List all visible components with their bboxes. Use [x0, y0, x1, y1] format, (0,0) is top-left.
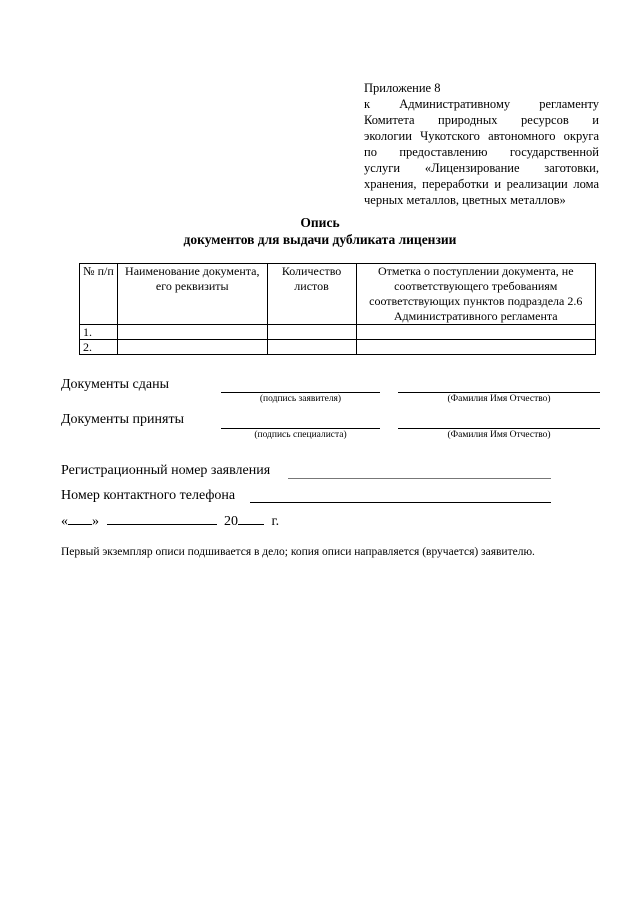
table-row — [80, 325, 596, 340]
appendix-line: черных металлов, цветных металлов» — [364, 193, 566, 207]
applicant-fio-caption: (Фамилия Имя Отчество) — [447, 394, 551, 404]
table-row — [80, 340, 596, 355]
document-subtitle: документов для выдачи дубликата лицензии — [183, 232, 457, 247]
row-document-name[interactable] — [117, 340, 267, 355]
appendix-line: хранения, переработки и реализации лома — [364, 177, 599, 191]
row-document-name[interactable] — [117, 325, 267, 340]
document-title: Опись — [300, 215, 340, 230]
appendix-line: услуги «Лицензирование заготовки, — [364, 161, 599, 175]
appendix-line: Приложение 8 — [364, 81, 441, 95]
reg-number-label: Регистрационный номер заявления — [61, 463, 271, 478]
specialist-signature-caption: (подпись специалиста) — [254, 430, 347, 440]
date-day-blank[interactable] — [68, 512, 92, 525]
applicant-signature-line[interactable] — [221, 392, 380, 393]
header-sheet-count: Количество листов — [267, 264, 356, 325]
date-close-quote: » — [92, 514, 99, 529]
row-number: 2. — [80, 340, 118, 355]
row-receipt-note[interactable] — [356, 340, 596, 355]
applicant-signature-caption: (подпись заявителя) — [259, 394, 342, 404]
documents-table — [79, 263, 596, 355]
date-year-prefix: 20 — [224, 514, 238, 529]
appendix-line: Комитета природных ресурсов и — [364, 113, 599, 127]
specialist-fio-line[interactable] — [398, 428, 600, 429]
header-document-name: Наименование документа, его реквизиты — [117, 264, 267, 325]
row-number: 1. — [80, 325, 118, 340]
documents-submitted-label: Документы сданы — [61, 377, 170, 392]
reg-number-line[interactable] — [288, 478, 551, 479]
date-month-blank[interactable] — [107, 512, 217, 525]
row-receipt-note[interactable] — [356, 325, 596, 340]
appendix-line: по предоставлению государственной — [364, 145, 599, 159]
appendix-header — [364, 80, 599, 208]
specialist-fio-caption: (Фамилия Имя Отчество) — [447, 430, 551, 440]
date-open-quote: « — [61, 514, 68, 529]
applicant-fio-line[interactable] — [398, 392, 600, 393]
table-header-row — [80, 264, 596, 325]
date-year-suffix: г. — [271, 514, 280, 529]
header-number: № п/п — [80, 264, 118, 325]
row-sheet-count[interactable] — [267, 340, 356, 355]
documents-accepted-label: Документы приняты — [61, 412, 184, 427]
phone-label: Номер контактного телефона — [61, 488, 236, 503]
row-sheet-count[interactable] — [267, 325, 356, 340]
appendix-line: экологии Чукотского автономного округа — [364, 129, 599, 143]
date-line — [61, 512, 279, 530]
date-year-blank[interactable] — [238, 512, 264, 525]
appendix-line: к Административному регламенту — [364, 97, 599, 111]
phone-line[interactable] — [250, 502, 551, 503]
specialist-signature-line[interactable] — [221, 428, 380, 429]
footnote: Первый экземпляр описи подшивается в дело; копия описи направляется (вручается) заявителю. — [61, 546, 535, 558]
header-receipt-note: Отметка о поступлении документа, не соответствующего требованиям соответствующих пунктов подраздела 2.6 Административного регламента — [356, 264, 596, 325]
